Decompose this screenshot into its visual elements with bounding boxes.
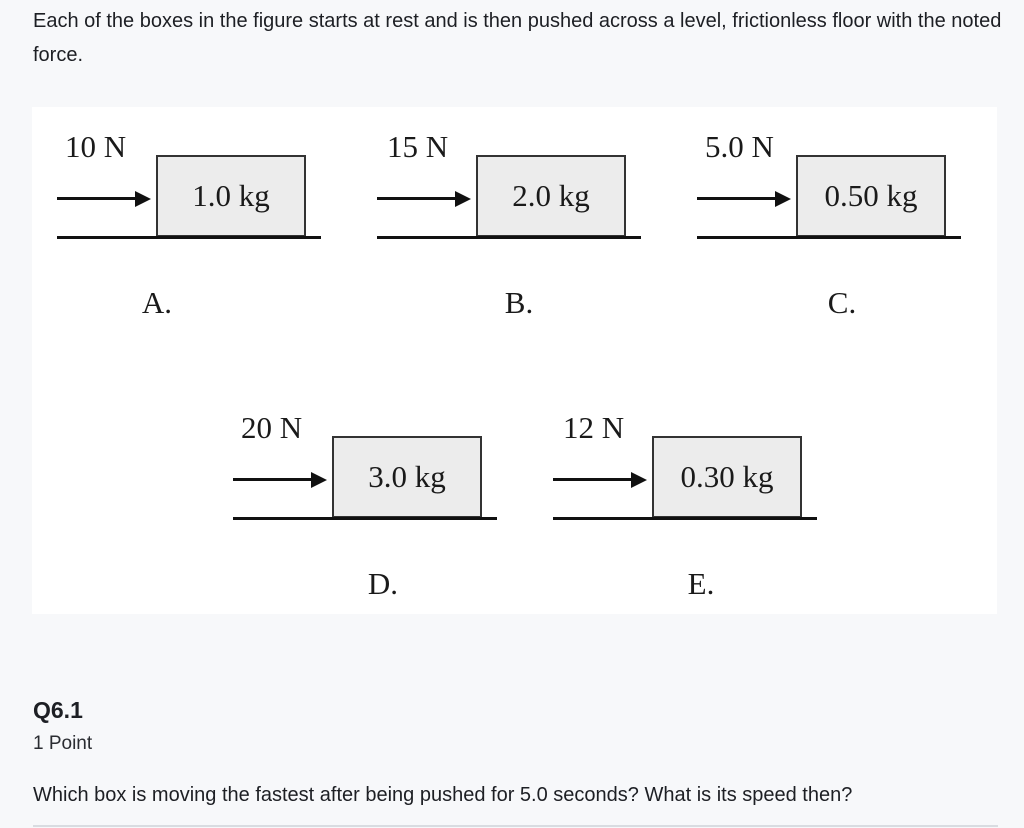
arrow-right-icon [311,472,327,488]
box-letter: E. [687,566,715,601]
force-label: 5.0 N [705,129,774,164]
diagram-box-b [377,107,647,320]
question-points: 1 Point [33,733,93,754]
box-letter: B. [504,285,534,320]
force-label: 10 N [65,129,127,164]
question-text: Which box is moving the fastest after being pushed for 5.0 seconds? What is its speed then? [33,784,853,806]
floor-line [57,236,321,239]
force-arrow-shaft [57,197,137,200]
force-label: 12 N [563,410,625,445]
force-diagram-figure [32,107,997,614]
arrow-right-icon [135,191,151,207]
diagram-box-c [697,107,967,320]
floor-line [377,236,641,239]
diagram-box-e [553,388,823,601]
box-letter: A. [141,285,173,320]
force-label: 20 N [241,410,303,445]
floor-line [697,236,961,239]
mass-box: 0.50 kg [796,155,946,237]
answer-area-edge [33,825,998,827]
diagram-box-d [233,388,503,601]
force-arrow-shaft [697,197,777,200]
arrow-right-icon [455,191,471,207]
mass-box: 1.0 kg [156,155,306,237]
question-number: Q6.1 [33,697,83,723]
diagram-box-a [57,107,327,320]
box-letter: C. [827,285,857,320]
force-arrow-shaft [377,197,457,200]
question-intro: Each of the boxes in the figure starts at rest and is then pushed across a level, frictionless floor with the noted force. [33,10,1002,66]
arrow-right-icon [775,191,791,207]
force-label: 15 N [387,129,449,164]
mass-box: 0.30 kg [652,436,802,518]
force-arrow-shaft [233,478,313,481]
arrow-right-icon [631,472,647,488]
box-letter: D. [367,566,399,601]
floor-line [553,517,817,520]
mass-box: 2.0 kg [476,155,626,237]
mass-box: 3.0 kg [332,436,482,518]
floor-line [233,517,497,520]
force-arrow-shaft [553,478,633,481]
